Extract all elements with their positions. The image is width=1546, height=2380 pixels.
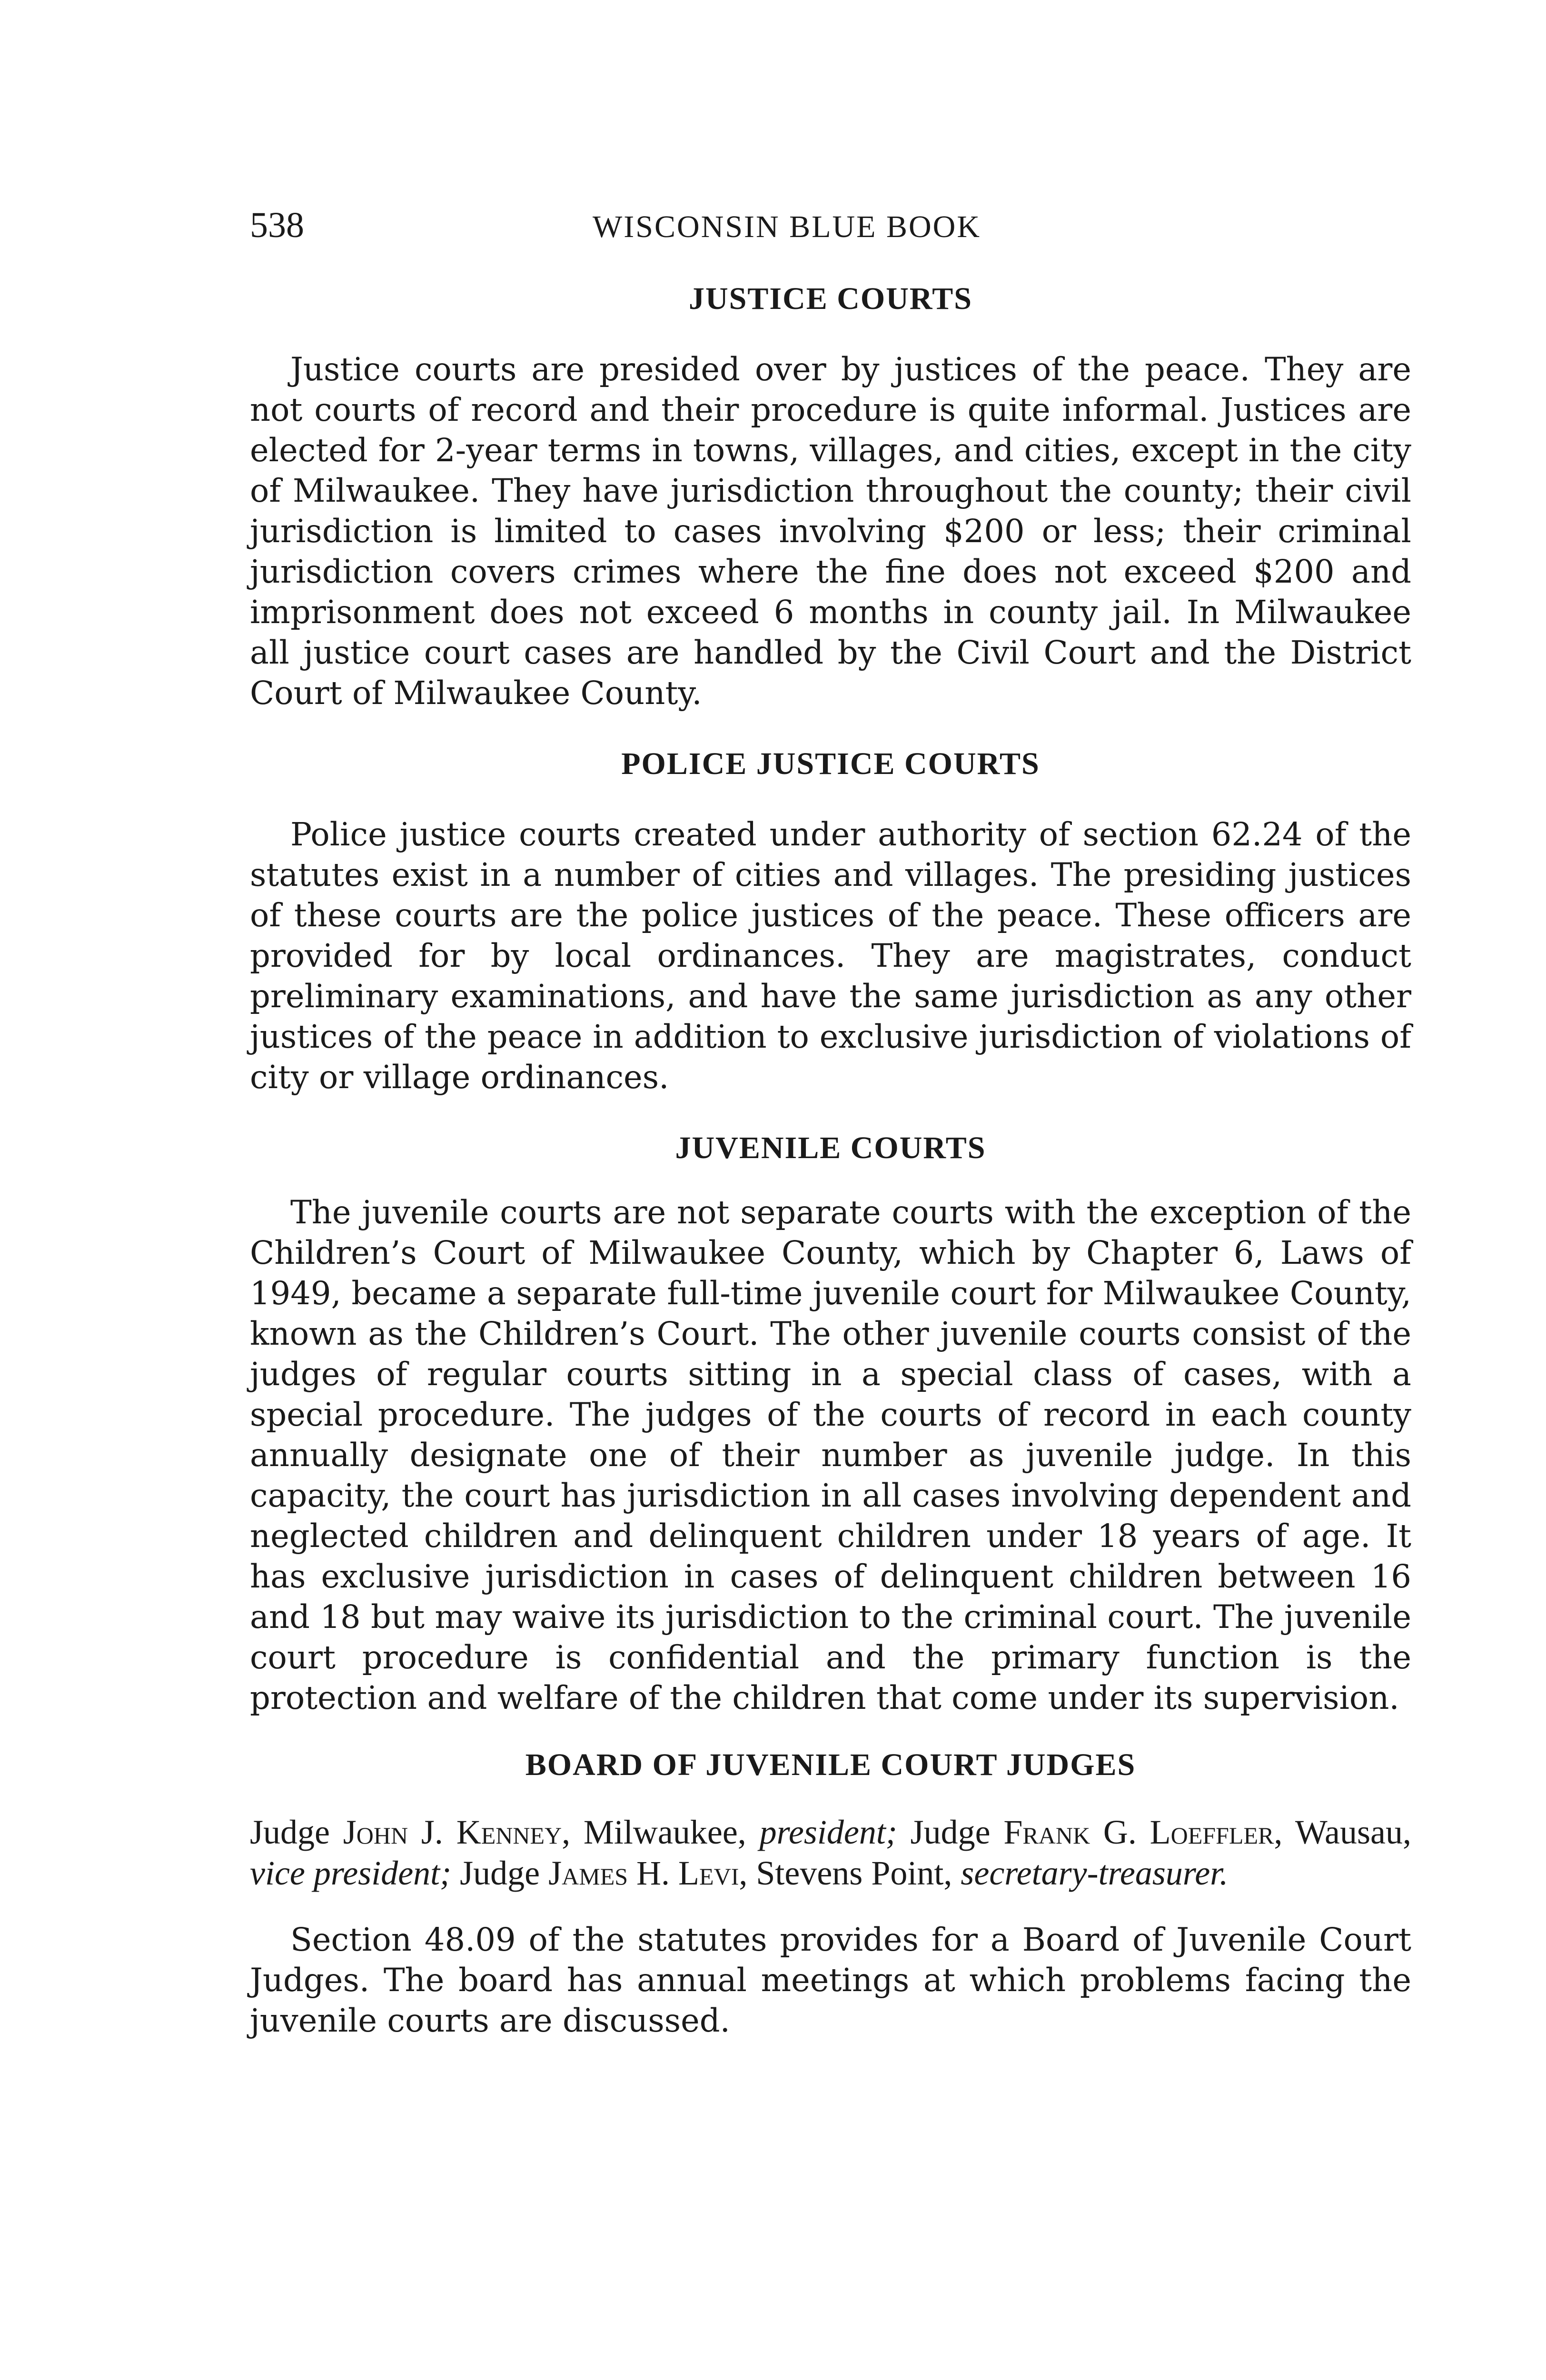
section-heading-board: BOARD OF JUVENILE COURT JUDGES (525, 1747, 1136, 1782)
book-title: WISCONSIN BLUE BOOK (593, 209, 981, 244)
officer-prefix: Judge (897, 1813, 1004, 1851)
section-heading-justice-courts: JUSTICE COURTS (689, 281, 972, 316)
officer-name-secretary: James H. Levi (548, 1854, 739, 1892)
officer-prefix: Judge (250, 1813, 343, 1851)
section-heading-police-justice-courts: POLICE JUSTICE COURTS (621, 746, 1040, 781)
paragraph-justice-courts: Justice courts are presided over by justices of the peace. They are not courts of record and their procedure is quite informal. Justices are elected for 2-year terms in towns, villages, and cities, except in the city of Milwaukee. They have jurisdiction throughout the county; their civil jurisdiction is limited to cases involving $200 or less; their criminal jurisdiction covers crimes where the fine does not exceed $200 and imprisonment does not exceed 6 months in county jail. In Milwaukee all justice court cases are handled by the Civil Court and the District Court of Milwaukee County. (250, 351, 1411, 712)
book-page (250, 205, 1411, 2041)
officer-place: , Wausau, (1274, 1813, 1411, 1851)
officer-place: , Milwaukee, (562, 1813, 760, 1851)
officer-name-vice-president: Frank G. Loeffler (1003, 1813, 1274, 1851)
officer-title-secretary: secretary-treasurer. (961, 1854, 1229, 1892)
paragraph-police-justice-courts: Police justice courts created under authority of section 62.24 of the statutes exist in a number of cities and villages. The presiding justices of these courts are the police justices of the peace. These officers are provided for by local ordinances. They are magistrates, conduct preliminary examinations, and have the same jurisdiction as any other justices of the peace in addition to exclusive jurisdiction of violations of city or village ordinances. (250, 816, 1411, 1096)
section-heading-juvenile-courts: JUVENILE COURTS (675, 1130, 986, 1165)
officer-prefix: Judge (451, 1854, 549, 1892)
officer-name-president: John J. Kenney (343, 1813, 562, 1851)
page-number: 538 (250, 205, 304, 245)
running-head (250, 205, 1411, 248)
officer-place: , Stevens Point, (739, 1854, 961, 1892)
officer-title-president: president; (759, 1813, 897, 1851)
board-officers (250, 1812, 1411, 1894)
officer-title-vice-president: vice president; (250, 1854, 452, 1892)
paragraph-board: Section 48.09 of the statutes provides for a Board of Juvenile Court Judges. The board has annual meetings at which problems facing the juvenile courts are discussed. (250, 1921, 1411, 2039)
paragraph-juvenile-courts: The juvenile courts are not separate courts with the exception of the Children’s Court of Milwaukee County, which by Chapter 6, Laws of 1949, became a separate full-time juvenile court for Milwaukee County, known as the Children’s Court. The other juvenile courts consist of the judges of regular courts sitting in a special class of cases, with a special procedure. The judges of the courts of record in each county annually designate one of their number as juvenile judge. In this capacity, the court has jurisdiction in all cases involving dependent and neglected children and delinquent children under 18 years of age. It has exclusive jurisdiction in cases of delinquent children between 16 and 18 but may waive its jurisdiction to the criminal court. The juvenile court procedure is confidential and the primary function is the protection and welfare of the children that come under its supervision. (250, 1194, 1411, 1716)
